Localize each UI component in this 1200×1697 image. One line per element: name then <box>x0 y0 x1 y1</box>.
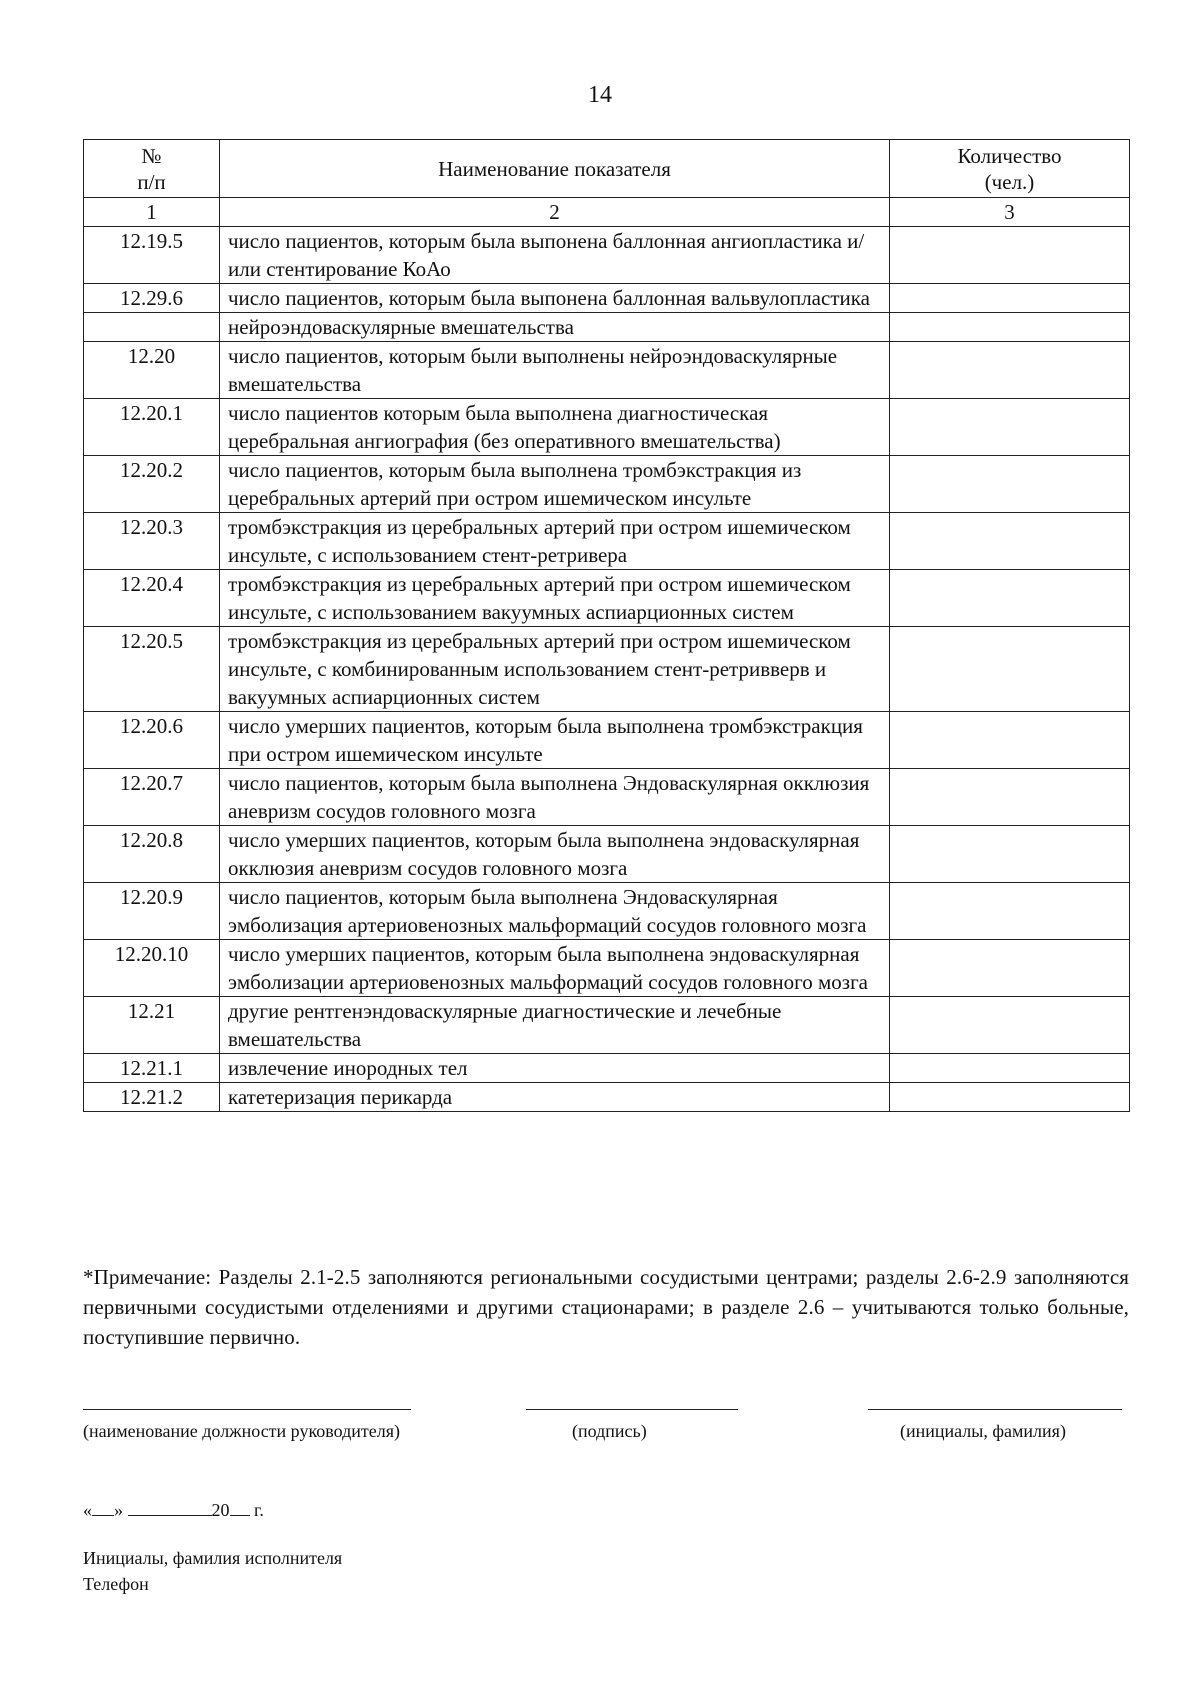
table-row <box>84 997 1130 1054</box>
table-row <box>84 883 1130 940</box>
row-indicator-name: число пациентов, которым была выполнена Эндоваскулярная эмболизация артериовенозных мальформаций сосудов головного мозга <box>220 883 890 940</box>
table-row <box>84 513 1130 570</box>
row-indicator-name: извлечение инородных тел <box>220 1054 890 1083</box>
table-row <box>84 570 1130 627</box>
row-indicator-name: катетеризация перикарда <box>220 1083 890 1112</box>
footnote: *Примечание: Разделы 2.1-2.5 заполняются региональными сосудистыми центрами; разделы 2.6-2.9 заполняются первичными сосудистыми отделениями и другими стационарами; в разделе 2.6 – учитываются только больные, поступившие первично. <box>83 1265 1129 1349</box>
signature-label: (подпись) <box>572 1421 647 1441</box>
row-indicator-name: число пациентов, которым была выполнена Эндоваскулярная окклюзия аневризм сосудов головного мозга <box>220 769 890 826</box>
row-indicator-name: другие рентгенэндоваскулярные диагностические и лечебные вмешательства <box>220 997 890 1054</box>
table-row <box>84 826 1130 883</box>
row-quantity-cell[interactable] <box>890 399 1130 456</box>
row-quantity-cell[interactable] <box>890 769 1130 826</box>
date-open-quote: « <box>83 1500 92 1520</box>
table-row <box>84 313 1130 342</box>
row-quantity-cell[interactable] <box>890 456 1130 513</box>
month-blank <box>128 1501 212 1516</box>
row-quantity-cell[interactable] <box>890 826 1130 883</box>
row-indicator-name: число пациентов, которым была выполнена тромбэкстракция из церебральных артерий при остром ишемическом инсульте <box>220 456 890 513</box>
row-indicator-name: число умерших пациентов, которым была выполнена тромбэкстракция при остром ишемическом инсульте <box>220 712 890 769</box>
row-number: 12.20 <box>84 342 220 399</box>
table-row <box>84 227 1130 284</box>
row-indicator-name: число умерших пациентов, которым была выполнена эндоваскулярная окклюзия аневризм сосудов головного мозга <box>220 826 890 883</box>
row-number: 12.20.1 <box>84 399 220 456</box>
date-line <box>83 1500 264 1521</box>
row-number: 12.20.8 <box>84 826 220 883</box>
row-number: 12.20.6 <box>84 712 220 769</box>
executor-block <box>83 1545 342 1597</box>
row-quantity-cell[interactable] <box>890 997 1130 1054</box>
row-indicator-name: число пациентов, которым была выпонена баллонная вальвулопластика <box>220 284 890 313</box>
row-quantity-cell[interactable] <box>890 342 1130 399</box>
row-indicator-name: число умерших пациентов, которым была выполнена эндоваскулярная эмболизации артериовенозных мальформаций сосудов головного мозга <box>220 940 890 997</box>
executor-name-label: Инициалы, фамилия исполнителя <box>83 1548 343 1568</box>
row-number: 12.21 <box>84 997 220 1054</box>
row-quantity-cell[interactable] <box>890 284 1130 313</box>
name-signature-line <box>868 1409 1122 1410</box>
page-number: 14 <box>588 82 612 108</box>
table-row <box>84 940 1130 997</box>
row-quantity-cell[interactable] <box>890 1083 1130 1112</box>
row-quantity-cell[interactable] <box>890 513 1130 570</box>
row-quantity-cell[interactable] <box>890 570 1130 627</box>
table-header-row <box>84 140 1130 198</box>
row-number: 12.21.2 <box>84 1083 220 1112</box>
row-quantity-cell[interactable] <box>890 940 1130 997</box>
indicator-table <box>83 139 1130 1112</box>
row-number: 12.20.9 <box>84 883 220 940</box>
table-row <box>84 456 1130 513</box>
row-number: 12.19.5 <box>84 227 220 284</box>
column-number-3: 3 <box>890 198 1130 227</box>
table-row <box>84 284 1130 313</box>
year-suffix: г. <box>254 1500 264 1520</box>
position-signature-line <box>83 1409 411 1410</box>
header-quantity-label: Количество (чел.) <box>957 143 1062 194</box>
day-blank <box>92 1501 114 1516</box>
table-row <box>84 342 1130 399</box>
name-label: (инициалы, фамилия) <box>900 1421 1066 1441</box>
row-quantity-cell[interactable] <box>890 227 1130 284</box>
table-row <box>84 627 1130 712</box>
row-indicator-name: число пациентов которым была выполнена диагностическая церебральная ангиография (без оперативного вмешательства) <box>220 399 890 456</box>
row-number: 12.29.6 <box>84 284 220 313</box>
column-number-row <box>84 198 1130 227</box>
column-number-2: 2 <box>220 198 890 227</box>
row-number: 12.20.10 <box>84 940 220 997</box>
row-indicator-name: тромбэкстракция из церебральных артерий при остром ишемическом инсульте, с использованием вакуумных аспиарционных систем <box>220 570 890 627</box>
table-row <box>84 1054 1130 1083</box>
row-number: 12.20.4 <box>84 570 220 627</box>
year-blank <box>230 1501 250 1516</box>
row-number: 12.20.5 <box>84 627 220 712</box>
header-quantity <box>890 140 1130 198</box>
row-number: 12.20.7 <box>84 769 220 826</box>
row-quantity-cell[interactable] <box>890 712 1130 769</box>
year-prefix: 20 <box>211 1500 230 1520</box>
row-number <box>84 313 220 342</box>
row-number: 12.20.3 <box>84 513 220 570</box>
row-quantity-cell[interactable] <box>890 627 1130 712</box>
table-row <box>84 712 1130 769</box>
row-quantity-cell[interactable] <box>890 1054 1130 1083</box>
row-number: 12.20.2 <box>84 456 220 513</box>
table-row <box>84 399 1130 456</box>
row-indicator-name: число пациентов, которым были выполнены нейроэндоваскулярные вмешательства <box>220 342 890 399</box>
column-number-1: 1 <box>84 198 220 227</box>
signature-line <box>526 1409 738 1410</box>
row-indicator-name: тромбэкстракция из церебральных артерий при остром ишемическом инсульте, с комбинированным использованием стент-ретривверв и вакуумных аспиарционных систем <box>220 627 890 712</box>
header-number <box>84 140 220 198</box>
table-row <box>84 1083 1130 1112</box>
row-indicator-name: тромбэкстракция из церебральных артерий при остром ишемическом инсульте, с использованием стент-ретривера <box>220 513 890 570</box>
executor-phone-label: Телефон <box>83 1574 149 1594</box>
row-quantity-cell[interactable] <box>890 313 1130 342</box>
header-number-label: № п/п <box>137 143 166 194</box>
date-close-quote: » <box>114 1500 123 1520</box>
row-indicator-name: нейроэндоваскулярные вмешательства <box>220 313 890 342</box>
row-indicator-name: число пациентов, которым была выпонена баллонная ангиопластика и/или стентирование КоАо <box>220 227 890 284</box>
row-quantity-cell[interactable] <box>890 883 1130 940</box>
header-indicator-name: Наименование показателя <box>220 140 890 198</box>
row-number: 12.21.1 <box>84 1054 220 1083</box>
position-label: (наименование должности руководителя) <box>83 1421 401 1441</box>
table-row <box>84 769 1130 826</box>
